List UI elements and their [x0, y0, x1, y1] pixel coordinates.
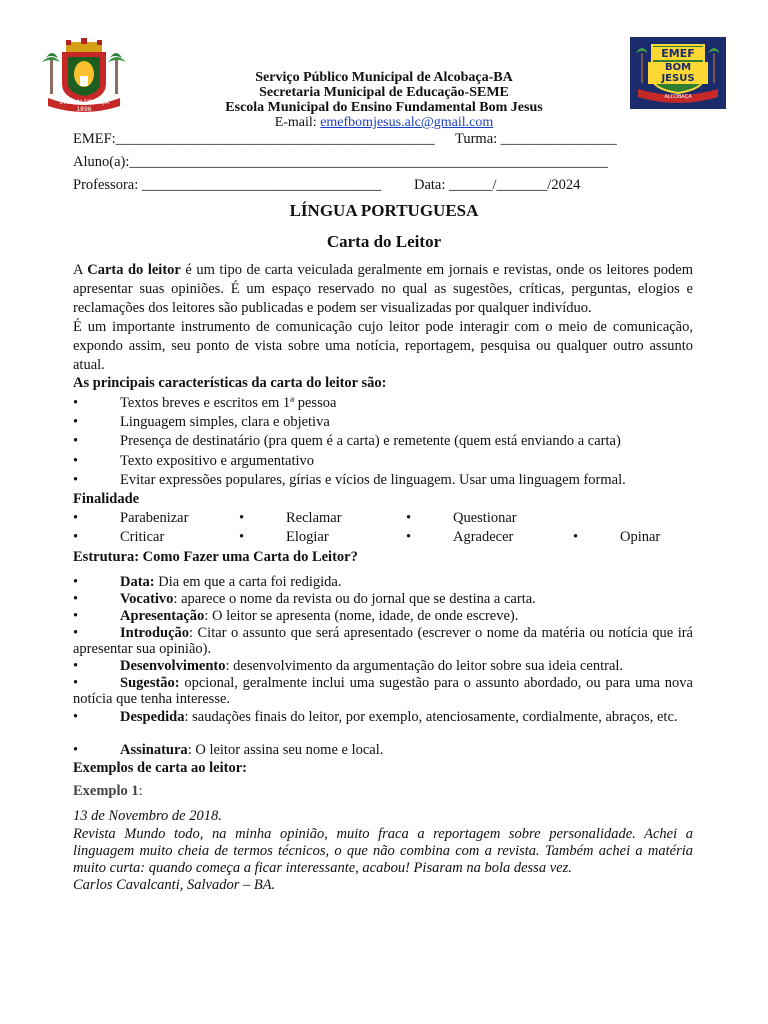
list-item: • Textos breves e escritos em 1ª pessoa	[73, 395, 337, 411]
estrutura-term: Vocativo	[120, 591, 174, 607]
emef-field[interactable]: EMEF:____________________________________________	[73, 131, 435, 147]
finalidade-item: • Parabenizar	[73, 510, 189, 526]
finalidade-item: • Agradecer	[406, 529, 514, 545]
logo-emef-text: EMEF	[652, 47, 704, 60]
crest-ribbon-text: 1772 ALCOBAÇA 1896	[59, 99, 109, 113]
finalidade-text: Agradecer	[453, 529, 514, 545]
estrutura-item: • Despedida: saudações finais do leitor, por exemplo, atenciosamente, cordialmente, abraços, etc.	[73, 709, 678, 725]
intro-paragraph-2: É um importante instrumento de comunicação cujo leitor pode interagir com o meio de comunicação, expondo assim, seu ponto de vista sobre uma notícia, reportagem, pesquisa ou qualquer outro assunto atual.	[73, 319, 693, 373]
topic-title: Carta do Leitor	[326, 232, 442, 251]
email-link[interactable]: emefbomjesus.alc@gmail.com	[320, 115, 494, 130]
list-item-text: Presença de destinatário (pra quem é a carta) e remetente (quem está enviando a carta)	[120, 433, 621, 449]
estrutura-item: • Apresentação: O leitor se apresenta (nome, idade, de onde escreve).	[73, 608, 519, 624]
estrutura-text: : O leitor assina seu nome e local.	[187, 742, 384, 758]
list-item-text: Linguagem simples, clara e objetiva	[120, 414, 330, 430]
header-email-line	[0, 115, 768, 131]
list-item: • Presença de destinatário (pra quem é a carta) e remetente (quem está enviando a carta)	[73, 433, 621, 449]
estrutura-term: Data:	[120, 574, 155, 590]
estrutura-item: • Assinatura: O leitor assina seu nome e local.	[73, 742, 384, 758]
logo-ribbon-text: ALCOBAÇA	[664, 94, 692, 100]
turma-field[interactable]: Turma: ________________	[455, 131, 617, 147]
aluno-field[interactable]: Aluno(a):__________________________________________________________________	[73, 154, 608, 170]
estrutura-term: Apresentação	[120, 608, 205, 624]
finalidade-text: Reclamar	[286, 510, 342, 526]
finalidade-text: Parabenizar	[120, 510, 189, 526]
header-line-2: Secretaria Municipal de Educação-SEME	[259, 85, 509, 100]
estrutura-item: • Sugestão: opcional, geralmente inclui uma sugestão para o assunto abordado, ou para uma nova notícia que tenha interesse.	[73, 675, 693, 707]
finalidade-text: Elogiar	[286, 529, 329, 545]
estrutura-text: : desenvolvimento da argumentação do leitor sobre sua ideia central.	[225, 658, 624, 674]
intro-paragraph-1	[73, 261, 693, 318]
example-body: Revista Mundo todo, na minha opinião, muito fraca a reportagem sobre personalidade. Achei a linguagem muito cheia de termos técnicos, o que não combina com a revista. Também achei a matéria muito curta: quando começa a ficar interessante, acabou! Pisaram na bola dessa vez.	[73, 826, 693, 876]
estrutura-term: Sugestão:	[120, 675, 180, 691]
estrutura-item: • Desenvolvimento: desenvolvimento da argumentação do leitor sobre sua ideia central.	[73, 658, 624, 674]
exemplo-label-text: Exemplo 1	[73, 783, 139, 799]
estrutura-text: : Citar o assunto que será apresentado (escrever o nome da matéria ou notícia que irá apresentar sua opinião).	[73, 625, 693, 657]
header-line-1: Serviço Público Municipal de Alcobaça-BA	[255, 70, 513, 85]
estrutura-text: Dia em que a carta foi redigida.	[154, 574, 342, 590]
intro-p1-bold: Carta do leitor	[87, 262, 181, 278]
finalidade-item: • Elogiar	[239, 529, 329, 545]
finalidade-heading: Finalidade	[73, 491, 140, 507]
exemplo-label-colon: :	[138, 783, 143, 799]
estrutura-text: : O leitor se apresenta (nome, idade, de onde escreve).	[204, 608, 519, 624]
subject-title: LÍNGUA PORTUGUESA	[289, 201, 479, 220]
list-item-text: Evitar expressões populares, gírias e vícios de linguagem. Usar uma linguagem formal.	[120, 472, 626, 488]
finalidade-text: Opinar	[620, 529, 661, 545]
list-item-text: Texto expositivo e argumentativo	[120, 453, 315, 469]
exemplo-1-label	[73, 783, 143, 800]
list-item: • Texto expositivo e argumentativo	[73, 453, 315, 469]
email-label: E-mail:	[274, 115, 321, 130]
exemplos-heading: Exemplos de carta ao leitor:	[73, 760, 247, 776]
finalidade-text: Criticar	[120, 529, 165, 545]
professora-field[interactable]: Professora: _________________________________	[73, 177, 382, 193]
header-line-3: Escola Municipal do Ensino Fundamental Bom Jesus	[225, 100, 543, 115]
estrutura-text: : saudações finais do leitor, por exemplo, atenciosamente, cordialmente, abraços, etc.	[184, 709, 678, 725]
list-item: • Linguagem simples, clara e objetiva	[73, 414, 330, 430]
estrutura-item: • Data: Dia em que a carta foi redigida.	[73, 574, 342, 590]
intro-p1-rest: é um tipo de carta veiculada geralmente em jornais e revistas, onde os leitores podem apresentar suas opiniões. É um espaço reservado no qual as sugestões, críticas, perguntas, elogios e reclamações dos leitores são publicadas e podem ser visualizadas por qualquer indivíduo.	[73, 262, 694, 316]
estrutura-item: • Introdução: Citar o assunto que será apresentado (escrever o nome da matéria ou notícia que irá apresentar sua opinião).	[73, 625, 693, 657]
estrutura-term: Desenvolvimento	[120, 658, 226, 674]
list-item: • Evitar expressões populares, gírias e vícios de linguagem. Usar uma linguagem formal.	[73, 472, 626, 488]
example-date: 13 de Novembro de 2018.	[73, 808, 222, 824]
intro-p1-start: A	[73, 262, 88, 278]
estrutura-term: Introdução	[120, 625, 190, 641]
estrutura-term: Assinatura	[120, 742, 188, 758]
estrutura-text: : aparece o nome da revista ou do jornal que se destina a carta.	[173, 591, 536, 607]
estrutura-item: • Vocativo: aparece o nome da revista ou do jornal que se destina a carta.	[73, 591, 536, 607]
estrutura-text: opcional, geralmente inclui uma sugestão para o assunto abordado, ou para uma nova notícia que tenha interesse.	[73, 675, 693, 707]
example-signature: Carlos Cavalcanti, Salvador – BA.	[73, 877, 276, 893]
finalidade-text: Questionar	[453, 510, 517, 526]
estrutura-heading: Estrutura: Como Fazer uma Carta do Leitor?	[73, 549, 358, 565]
estrutura-term: Despedida	[120, 709, 185, 725]
finalidade-item: • Opinar	[573, 529, 661, 545]
characteristics-heading: As principais características da carta do leitor são:	[73, 375, 387, 391]
logo-bomjesus-text: BOM JESUS	[648, 62, 708, 84]
date-field[interactable]: Data: ______/_______/2024	[414, 177, 581, 193]
finalidade-item: • Criticar	[73, 529, 165, 545]
list-item-text: Textos breves e escritos em 1ª pessoa	[120, 395, 337, 411]
finalidade-item: • Reclamar	[239, 510, 342, 526]
finalidade-item: • Questionar	[406, 510, 517, 526]
